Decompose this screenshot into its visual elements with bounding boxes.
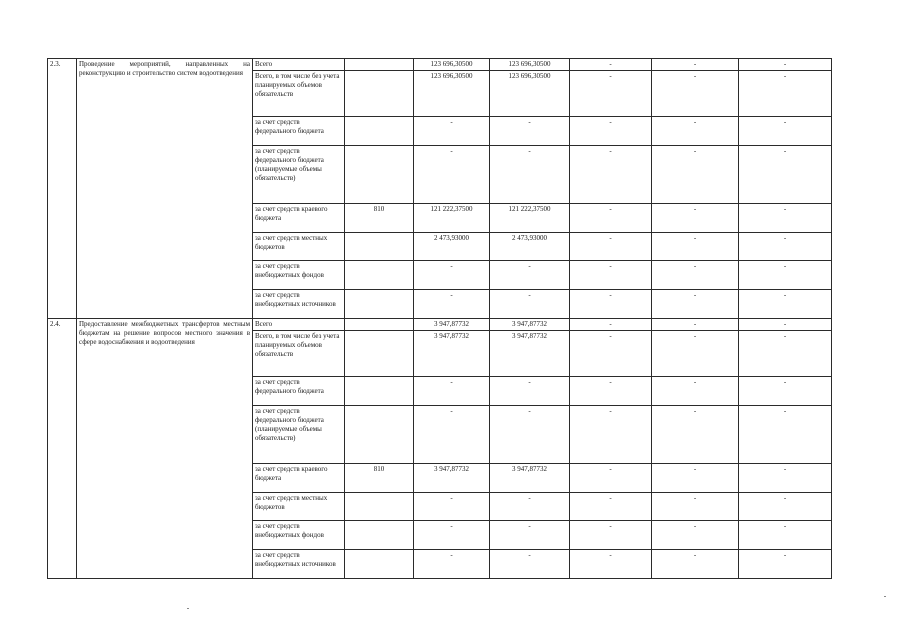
amount-cell: - [490, 406, 570, 464]
amount-cell: - [652, 319, 739, 331]
amount-cell: - [414, 550, 490, 579]
budget-code [345, 146, 414, 204]
funding-source: за счет средств краевого бюджета [253, 204, 345, 233]
budget-code [345, 493, 414, 521]
budget-code [345, 377, 414, 406]
amount-cell: - [739, 233, 832, 261]
amount-cell: - [739, 464, 832, 493]
amount-cell: - [490, 493, 570, 521]
amount-cell: 3 947,87732 [490, 331, 570, 377]
measure-name: Проведение мероприятий, направленных на реконструкцию и строительство систем водоотведения [77, 59, 253, 319]
amount-cell: - [570, 59, 652, 71]
amount-cell: - [652, 59, 739, 71]
amount-cell: - [414, 377, 490, 406]
amount-cell: - [490, 377, 570, 406]
amount-cell: - [652, 493, 739, 521]
budget-code [345, 290, 414, 319]
amount-cell: - [652, 261, 739, 290]
amount-cell: - [570, 464, 652, 493]
amount-cell: - [652, 550, 739, 579]
funding-source: за счет средств местных бюджетов [253, 493, 345, 521]
amount-cell: - [570, 233, 652, 261]
budget-code [345, 550, 414, 579]
amount-cell: - [652, 521, 739, 550]
amount-cell: 3 947,87732 [414, 464, 490, 493]
funding-source: за счет средств внебюджетных фондов [253, 521, 345, 550]
funding-source: за счет средств внебюджетных фондов [253, 261, 345, 290]
amount-cell: 121 222,37500 [414, 204, 490, 233]
budget-code: 810 [345, 464, 414, 493]
amount-cell: 123 696,30500 [490, 59, 570, 71]
document-page [47, 58, 832, 579]
amount-cell: - [414, 521, 490, 550]
table-row [48, 59, 832, 71]
amount-cell: - [490, 146, 570, 204]
amount-cell: - [490, 117, 570, 146]
amount-cell: 123 696,30500 [414, 59, 490, 71]
amount-cell: - [739, 261, 832, 290]
measure-name: Предоставление межбюджетных трансфертов местным бюджетам на решение вопросов местного значения в сфере водоснабжения и водоотведения [77, 319, 253, 579]
amount-cell: 123 696,30500 [490, 71, 570, 117]
table-body [48, 59, 832, 579]
budget-code [345, 406, 414, 464]
amount-cell: - [570, 493, 652, 521]
amount-cell: 123 696,30500 [414, 71, 490, 117]
amount-cell: - [739, 319, 832, 331]
scan-speck [187, 608, 189, 609]
funding-table [47, 58, 832, 579]
funding-source: Всего, в том числе без учета планируемых объемов обязательств [253, 71, 345, 117]
item-number: 2.4. [48, 319, 77, 579]
budget-code [345, 331, 414, 377]
amount-cell: - [652, 117, 739, 146]
amount-cell: - [739, 377, 832, 406]
amount-cell: - [490, 261, 570, 290]
amount-cell: - [739, 290, 832, 319]
amount-cell: - [570, 550, 652, 579]
funding-source: за счет средств федерального бюджета (планируемые объемы обязательств) [253, 146, 345, 204]
amount-cell: - [570, 319, 652, 331]
amount-cell: - [652, 377, 739, 406]
budget-code [345, 233, 414, 261]
funding-source: Всего [253, 319, 345, 331]
amount-cell: - [414, 117, 490, 146]
funding-source: за счет средств федерального бюджета [253, 117, 345, 146]
budget-code [345, 261, 414, 290]
amount-cell: 2 473,93000 [414, 233, 490, 261]
amount-cell: - [739, 117, 832, 146]
amount-cell: - [570, 261, 652, 290]
amount-cell: - [570, 146, 652, 204]
amount-cell: - [652, 290, 739, 319]
amount-cell: - [739, 71, 832, 117]
budget-code [345, 59, 414, 71]
amount-cell: 3 947,87732 [490, 464, 570, 493]
amount-cell: - [739, 331, 832, 377]
amount-cell: - [414, 406, 490, 464]
funding-source: за счет средств внебюджетных источников [253, 290, 345, 319]
amount-cell: 121 222,37500 [490, 204, 570, 233]
amount-cell: - [652, 464, 739, 493]
amount-cell: 3 947,87732 [414, 319, 490, 331]
amount-cell: 3 947,87732 [414, 331, 490, 377]
amount-cell: - [570, 521, 652, 550]
amount-cell: - [570, 117, 652, 146]
amount-cell: - [570, 204, 652, 233]
amount-cell: - [652, 331, 739, 377]
amount-cell: - [739, 146, 832, 204]
funding-source: за счет средств местных бюджетов [253, 233, 345, 261]
item-number: 2.3. [48, 59, 77, 319]
amount-cell: - [490, 290, 570, 319]
funding-source: Всего, в том числе без учета планируемых объемов обязательств [253, 331, 345, 377]
amount-cell: 2 473,93000 [490, 233, 570, 261]
amount-cell: - [652, 71, 739, 117]
table-row [48, 319, 832, 331]
amount-cell: - [739, 550, 832, 579]
amount-cell: - [739, 406, 832, 464]
amount-cell: - [739, 204, 832, 233]
amount-cell: - [414, 493, 490, 521]
amount-cell: - [652, 146, 739, 204]
funding-source: за счет средств федерального бюджета [253, 377, 345, 406]
amount-cell: - [570, 377, 652, 406]
amount-cell: - [652, 406, 739, 464]
amount-cell: - [652, 204, 739, 233]
amount-cell: - [652, 233, 739, 261]
amount-cell: - [490, 550, 570, 579]
budget-code [345, 71, 414, 117]
scan-speck [884, 596, 886, 597]
funding-source: за счет средств краевого бюджета [253, 464, 345, 493]
funding-source: за счет средств внебюджетных источников [253, 550, 345, 579]
amount-cell: - [414, 261, 490, 290]
amount-cell: - [739, 59, 832, 71]
amount-cell: - [570, 71, 652, 117]
amount-cell: - [570, 331, 652, 377]
amount-cell: - [414, 290, 490, 319]
amount-cell: - [414, 146, 490, 204]
funding-source: за счет средств федерального бюджета (планируемые объемы обязательств) [253, 406, 345, 464]
budget-code [345, 319, 414, 331]
amount-cell: - [570, 406, 652, 464]
budget-code: 810 [345, 204, 414, 233]
amount-cell: - [739, 521, 832, 550]
amount-cell: - [490, 521, 570, 550]
budget-code [345, 117, 414, 146]
amount-cell: - [739, 493, 832, 521]
funding-source: Всего [253, 59, 345, 71]
amount-cell: - [570, 290, 652, 319]
amount-cell: 3 947,87732 [490, 319, 570, 331]
budget-code [345, 521, 414, 550]
